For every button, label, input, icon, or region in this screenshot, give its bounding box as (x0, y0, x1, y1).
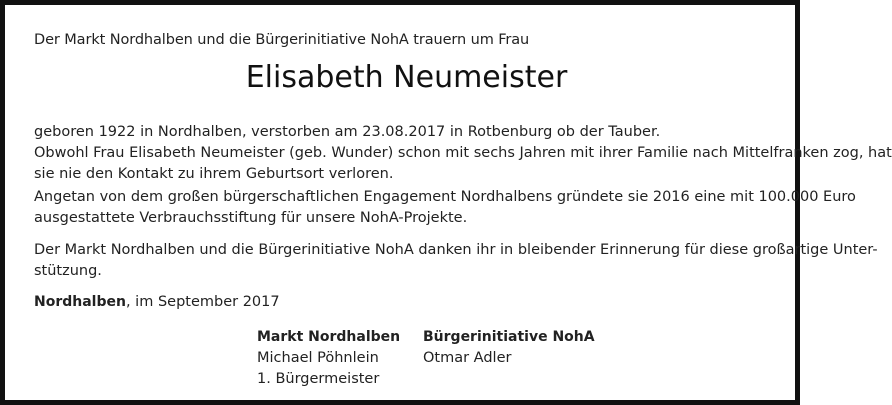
intro-line: Der Markt Nordhalben und die Bürgerinitiative NohA trauern um Frau (34, 32, 530, 48)
biography-paragraph (34, 122, 892, 185)
signatory-name: Otmar Adler (423, 350, 512, 366)
signature-block-municipality (257, 327, 400, 390)
deceased-name: Elisabeth Neumeister (245, 60, 568, 95)
thanks-line: Der Markt Nordhalben und die Bürgerinitiative NohA danken ihr in bleibender Erinnerung für diese großartige Unter- (34, 242, 878, 258)
signatory-name: Michael Pöhnlein (257, 350, 379, 366)
signatory-role: 1. Bürgermeister (257, 371, 380, 387)
biography-line: Obwohl Frau Elisabeth Neumeister (geb. Wunder) schon mit sechs Jahren mit ihrer Familie nach Mittelfranken zog, hat (34, 145, 892, 161)
foundation-line: Angetan von dem großen bürgerschaftlichen Engagement Nordhalbens gründete sie 2016 eine mit 100.000 Euro (34, 189, 856, 205)
thanks-paragraph (34, 240, 878, 282)
biography-line: sie nie den Kontakt zu ihrem Geburtsort verloren. (34, 166, 394, 182)
foundation-line: ausgestattete Verbrauchsstiftung für unsere NohA-Projekte. (34, 210, 468, 226)
place-name: Nordhalben (34, 294, 126, 310)
place-date-line (34, 294, 280, 310)
thanks-line: stützung. (34, 263, 102, 279)
foundation-paragraph (34, 187, 856, 229)
biography-line: geboren 1922 in Nordhalben, verstorben am 23.08.2017 in Rotbenburg ob der Tauber. (34, 124, 661, 140)
signatory-organization: Bürgerinitiative NohA (423, 329, 595, 345)
signature-block-initiative (423, 327, 595, 369)
date-text: , im September 2017 (125, 294, 280, 310)
signatory-organization: Markt Nordhalben (257, 329, 401, 345)
